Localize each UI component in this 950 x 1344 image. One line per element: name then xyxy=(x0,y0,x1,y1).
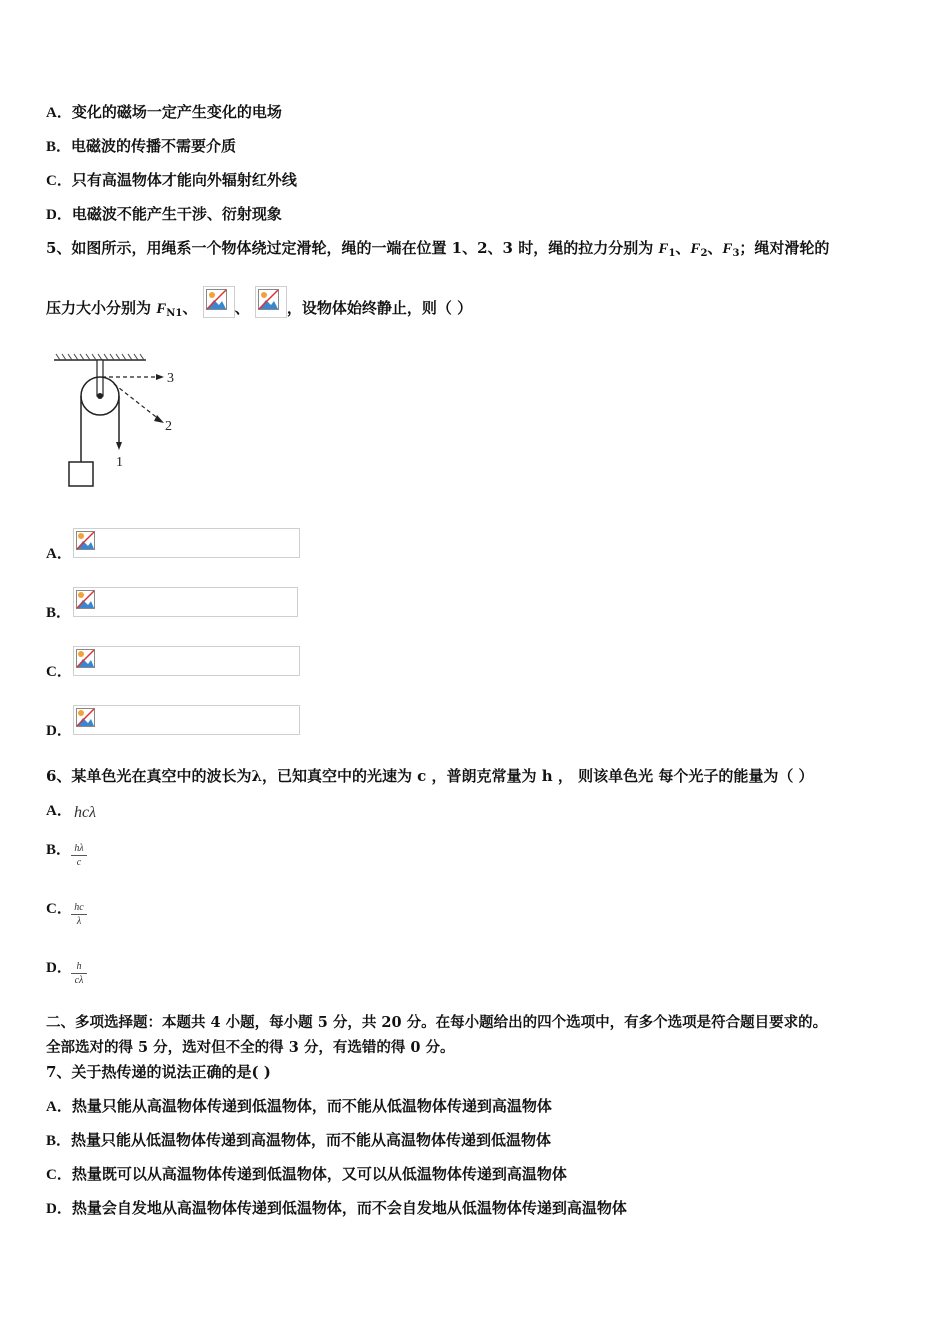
label-2: 2 xyxy=(165,419,172,434)
q4-option-a: A．变化的磁场一定产生变化的电场 xyxy=(46,103,282,121)
q6-option-a: A． xyxy=(46,803,72,819)
q4-option-d: D．电磁波不能产生干涉、衍射现象 xyxy=(46,205,282,223)
q6-option-d: D． xyxy=(46,960,72,976)
q6-option-c: C． xyxy=(46,901,72,917)
q5-stem-line1: 5、如图所示，用绳系一个物体绕过定滑轮，绳的一端在位置 1、2、3 时，绳的拉力分别为 $F_1$、$F_2$、$F_3$；绳对滑轮的 xyxy=(46,239,830,259)
q7-option-c: C．热量既可以从高温物体传递到低温物体，又可以从低温物体传递到高温物体 xyxy=(46,1165,567,1183)
option-a-image xyxy=(73,528,300,558)
option-b-image xyxy=(73,587,298,617)
q6-stem: 6、某单色光在真空中的波长为λ，已知真空中的光速为 c ，普朗克常量为 h ， 则该单色光 每个光子的能量为（ ） xyxy=(46,767,814,785)
q5-option-a: A． xyxy=(46,546,72,562)
label-1: 1 xyxy=(116,455,123,470)
q4-option-b: B．电磁波的传播不需要介质 xyxy=(46,137,237,155)
q6-frac-d: $\frac{h}{c\lambda}$ xyxy=(71,961,87,986)
q5-stem-line2: 压力大小分别为 $F_{N1}$、 、 ，设物体始终静止，则（ ） xyxy=(46,298,472,324)
section2-heading-line2: 全部选对的得 5 分，选对但不全的得 3 分，有选错的得 0 分。 xyxy=(46,1039,455,1056)
label-3: 3 xyxy=(167,371,174,386)
q7-stem: 7、关于热传递的说法正确的是( ) xyxy=(46,1063,271,1081)
option-c-image xyxy=(73,646,300,676)
q4-option-c: C．只有高温物体才能向外辐射红外线 xyxy=(46,171,297,189)
broken-image-icon xyxy=(255,286,287,318)
q6-frac-b: $\frac{h\lambda}{c}$ xyxy=(71,843,87,868)
broken-image-icon xyxy=(203,286,235,318)
q5-option-c: C． xyxy=(46,664,72,680)
q7-option-a: A．热量只能从高温物体传递到低温物体，而不能从低温物体传递到高温物体 xyxy=(46,1097,552,1115)
q6-expr-a: hcλ xyxy=(74,804,97,821)
q5-option-d: D． xyxy=(46,723,72,739)
q5-option-b: B． xyxy=(46,605,72,621)
q6-option-b: B． xyxy=(46,842,72,858)
q6-frac-c: $\frac{hc}{\lambda}$ xyxy=(71,902,87,927)
q7-option-d: D．热量会自发地从高温物体传递到低温物体，而不会自发地从低温物体传递到高温物体 xyxy=(46,1199,627,1217)
pulley-diagram xyxy=(50,352,190,492)
section2-heading-line1: 二、多项选择题：本题共 4 小题，每小题 5 分，共 20 分。在每小题给出的四个选项中，有多个选项是符合题目要求的。 xyxy=(46,1014,828,1031)
option-d-image xyxy=(73,705,300,735)
q7-option-b: B．热量只能从低温物体传递到高温物体，而不能从高温物体传递到低温物体 xyxy=(46,1131,552,1149)
